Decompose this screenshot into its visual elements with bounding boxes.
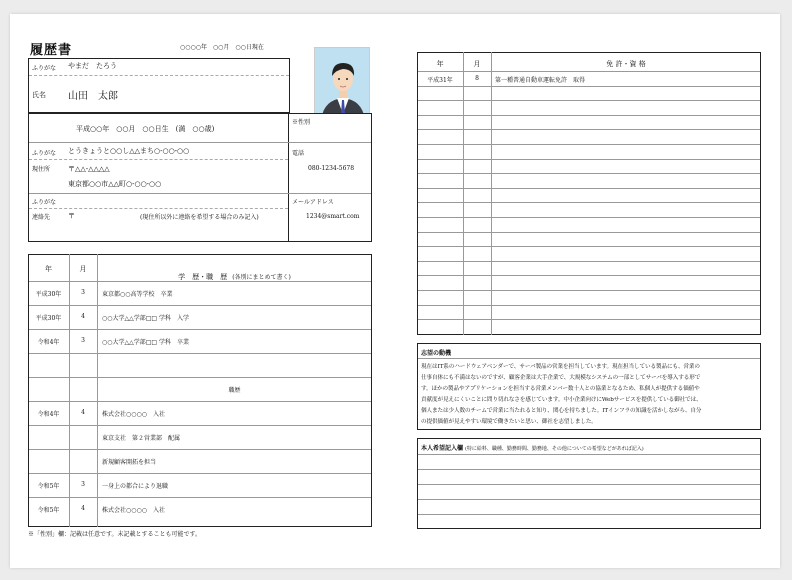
row-divider xyxy=(29,305,371,306)
row-divider xyxy=(418,454,760,455)
row-divider xyxy=(418,261,760,262)
history-row-text: 東京支社 第２営業部 配属 xyxy=(102,435,181,442)
history-row-month: 4 xyxy=(81,313,85,320)
license-month-header: 月 xyxy=(473,60,481,68)
id-photo xyxy=(314,47,370,120)
history-row-text: ○○大学△△学部□□ 学科 入学 xyxy=(102,315,189,322)
row-divider xyxy=(29,377,371,378)
row-divider xyxy=(29,497,371,498)
license-row-text: 第一種普通自動車運転免許 取得 xyxy=(495,77,586,84)
history-month-header: 月 xyxy=(79,265,87,273)
motivation-line: 個人または少人数のチームで営業に当たれると知り、関心を持ちました。ITインフラの知識を活かしながら、自分 xyxy=(421,408,702,414)
divider xyxy=(29,159,288,160)
phone-value: 080-1234-5678 xyxy=(308,165,355,172)
history-row-month: 4 xyxy=(81,409,85,416)
row-divider xyxy=(418,115,760,116)
phone-label: 電話 xyxy=(292,150,305,157)
row-divider xyxy=(418,144,760,145)
history-row-text: ○○大学△△学部□□ 学科 卒業 xyxy=(102,339,189,346)
history-row-text: 株式会社○○○○ 入社 xyxy=(102,411,165,418)
history-row-text: 新規顧客開拓を担当 xyxy=(102,459,157,466)
divider xyxy=(463,52,464,335)
divider xyxy=(288,113,289,242)
license-year-header: 年 xyxy=(436,60,444,68)
license-row-year: 平成31年 xyxy=(427,77,453,84)
furigana-value: やまだ たろう xyxy=(68,62,117,70)
contact-note: (現住所以外に連絡を希望する場合のみ記入) xyxy=(140,214,259,221)
row-divider xyxy=(418,484,760,485)
postal-code: 〒△△-△△△△ xyxy=(68,165,110,173)
license-row-month: 8 xyxy=(475,75,479,82)
divider xyxy=(29,208,288,209)
row-divider xyxy=(418,514,760,515)
contact-postal: 〒 xyxy=(68,212,75,220)
furigana-label: ふりがな xyxy=(32,65,57,72)
row-divider xyxy=(418,290,760,291)
row-divider xyxy=(418,319,760,320)
motivation-line: 仕事自体にも不満はないのですが、顧客企業は大手企業で、大規模なシステムの一部としてサーバを導入する形で xyxy=(421,375,701,381)
divider xyxy=(29,142,371,143)
history-title-sub: (各別にまとめて書く) xyxy=(232,274,291,281)
row-divider xyxy=(29,401,371,402)
row-divider xyxy=(418,159,760,160)
row-divider xyxy=(29,449,371,450)
history-row-month: 4 xyxy=(81,505,85,512)
history-title: 学 歴・職 歴 xyxy=(178,273,228,281)
birth-date: 平成○○年 ○○月 ○○日生 (満 ○○歳) xyxy=(76,125,215,133)
license-table xyxy=(417,52,761,335)
row-divider xyxy=(29,329,371,330)
email-value: 1234@smart.com xyxy=(306,213,360,220)
row-divider xyxy=(418,129,760,130)
address-value: 東京都○○市△△町○-○○-○○ xyxy=(68,180,162,188)
row-divider xyxy=(418,232,760,233)
contact-furigana-label: ふりがな xyxy=(32,199,57,206)
motivation-line: の提供価値が見えやすい環境で働きたいと思い、御社を志望しました。 xyxy=(421,419,597,425)
row-divider xyxy=(418,217,760,218)
row-divider xyxy=(418,246,760,247)
history-row-text: 職歴 xyxy=(228,387,241,394)
row-divider xyxy=(418,173,760,174)
history-row-year: 令和4年 xyxy=(37,339,60,346)
row-divider xyxy=(418,305,760,306)
row-divider xyxy=(418,100,760,101)
row-divider xyxy=(418,71,760,72)
row-divider xyxy=(29,281,371,282)
row-divider xyxy=(418,499,760,500)
history-row-year: 令和4年 xyxy=(37,411,60,418)
wishes-sub: (特に給料、職種、勤務時間、勤務地、その他についての希望などがあれば記入) xyxy=(464,446,644,452)
current-date: ○○○○年 ○○月 ○○日現在 xyxy=(180,44,264,51)
divider xyxy=(29,193,371,194)
gender-label: ※性別 xyxy=(292,119,311,126)
footnote: ※「性別」欄：記載は任意です。未記載とすることも可能です。 xyxy=(28,531,202,538)
history-row-text: 株式会社○○○○ 入社 xyxy=(102,507,165,514)
history-row-month: 3 xyxy=(81,337,85,344)
contact-label: 連絡先 xyxy=(32,214,51,221)
history-row-year: 令和5年 xyxy=(37,483,60,490)
row-divider xyxy=(418,202,760,203)
page-title: 履歴書 xyxy=(30,43,73,58)
address-furigana-label: ふりがな xyxy=(32,150,57,157)
history-row-month: 3 xyxy=(81,289,85,296)
motivation-line: す。ほかの製品やアプリケーションを担当する営業メンバー数十人との協業となるため、私個人が提供する価値や xyxy=(421,386,700,392)
divider xyxy=(418,358,760,359)
row-divider xyxy=(29,473,371,474)
history-year-header: 年 xyxy=(45,265,52,273)
wishes-label: 本人希望記入欄 xyxy=(421,445,464,452)
motivation-label: 志望の動機 xyxy=(421,350,452,357)
history-row-text: 東京都○○高等学校 卒業 xyxy=(102,291,173,298)
history-row-year: 平成30年 xyxy=(35,315,62,322)
name-label: 氏名 xyxy=(32,91,46,99)
row-divider xyxy=(418,469,760,470)
divider xyxy=(491,52,492,335)
history-row-year: 平成30年 xyxy=(35,291,62,298)
row-divider xyxy=(418,188,760,189)
motivation-line: 現在はIT系のハードウェアベンダーで、サーバ製品の営業を担当しています。現在担当している製品にも、営業の xyxy=(421,364,700,370)
history-row-text: 一身上の都合により退職 xyxy=(102,483,169,490)
history-row-month: 3 xyxy=(81,481,85,488)
motivation-line: 貢献度が見えにくいことに問り切れなさを感じています。中小企業向けにWebサービスを提供している御社では、 xyxy=(421,397,702,403)
row-divider xyxy=(29,425,371,426)
email-label: メールアドレス xyxy=(292,199,334,206)
wishes-header xyxy=(421,443,644,452)
row-divider xyxy=(418,275,760,276)
address-label: 現住所 xyxy=(32,166,51,173)
name-value: 山田 太郎 xyxy=(68,91,118,102)
address-furigana-value: とうきょうと○○し△△まち○-○○-○○ xyxy=(68,147,190,155)
row-divider xyxy=(418,86,760,87)
history-row-year: 令和5年 xyxy=(37,507,60,514)
person-photo-icon xyxy=(315,48,370,120)
row-divider xyxy=(29,353,371,354)
license-title-header: 免 許・資 格 xyxy=(606,60,646,68)
resume-sheet xyxy=(10,14,780,568)
divider xyxy=(29,75,289,76)
